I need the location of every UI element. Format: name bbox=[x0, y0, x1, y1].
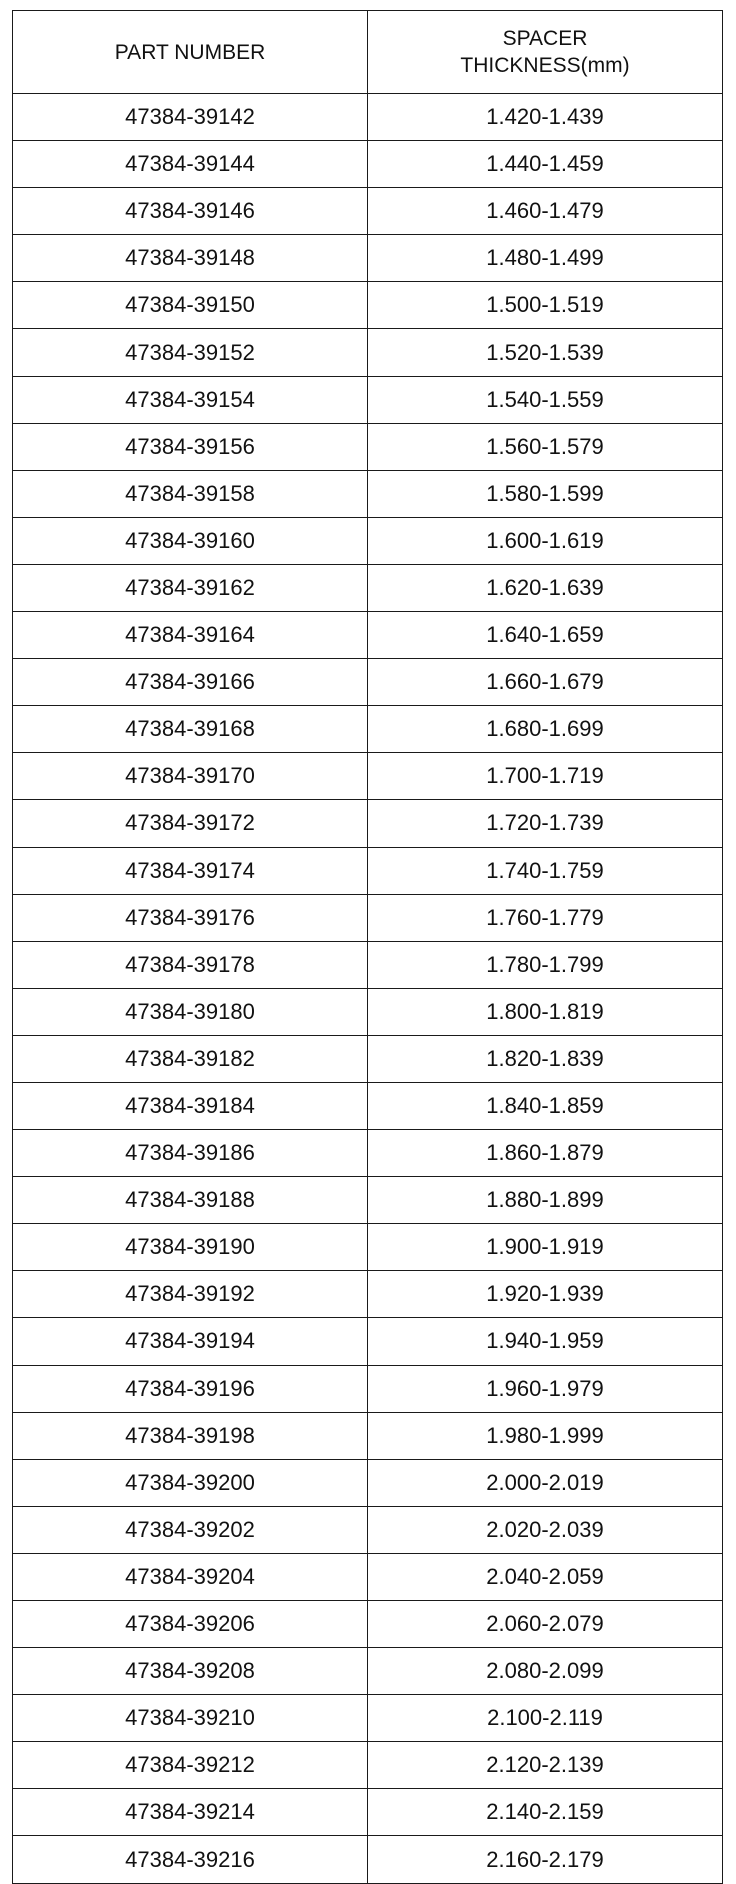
table-row bbox=[13, 800, 723, 847]
part-number-cell: 47384-39144 bbox=[13, 141, 368, 188]
table-row bbox=[13, 1695, 723, 1742]
part-number-cell: 47384-39168 bbox=[13, 706, 368, 753]
spacer-thickness-cell: 1.500-1.519 bbox=[368, 282, 723, 329]
table-row bbox=[13, 1601, 723, 1648]
part-number-cell: 47384-39172 bbox=[13, 800, 368, 847]
spacer-thickness-cell: 1.780-1.799 bbox=[368, 941, 723, 988]
spacer-thickness-header-line1: SPACER bbox=[502, 27, 588, 50]
spacer-thickness-cell: 1.540-1.559 bbox=[368, 376, 723, 423]
spacer-thickness-cell: 1.640-1.659 bbox=[368, 612, 723, 659]
table-row bbox=[13, 1506, 723, 1553]
part-number-cell: 47384-39216 bbox=[13, 1836, 368, 1883]
table-row bbox=[13, 1035, 723, 1082]
part-number-cell: 47384-39142 bbox=[13, 94, 368, 141]
spacer-thickness-cell: 1.620-1.639 bbox=[368, 564, 723, 611]
part-number-cell: 47384-39180 bbox=[13, 988, 368, 1035]
table-row bbox=[13, 517, 723, 564]
table-row bbox=[13, 1412, 723, 1459]
table-row bbox=[13, 706, 723, 753]
spacer-thickness-cell: 1.940-1.959 bbox=[368, 1318, 723, 1365]
spacer-thickness-cell: 1.520-1.539 bbox=[368, 329, 723, 376]
table-body bbox=[13, 94, 723, 1884]
table-row bbox=[13, 1836, 723, 1883]
table-row bbox=[13, 1271, 723, 1318]
spacer-thickness-cell: 1.680-1.699 bbox=[368, 706, 723, 753]
table-row bbox=[13, 659, 723, 706]
part-number-cell: 47384-39190 bbox=[13, 1224, 368, 1271]
table-row bbox=[13, 423, 723, 470]
spacer-thickness-cell: 2.020-2.039 bbox=[368, 1506, 723, 1553]
part-number-cell: 47384-39184 bbox=[13, 1082, 368, 1129]
part-number-cell: 47384-39214 bbox=[13, 1789, 368, 1836]
spacer-thickness-cell: 1.740-1.759 bbox=[368, 847, 723, 894]
part-number-cell: 47384-39210 bbox=[13, 1695, 368, 1742]
table-row bbox=[13, 894, 723, 941]
part-number-cell: 47384-39170 bbox=[13, 753, 368, 800]
spacer-thickness-cell: 1.840-1.859 bbox=[368, 1082, 723, 1129]
table-row bbox=[13, 988, 723, 1035]
table-row bbox=[13, 282, 723, 329]
header-row bbox=[13, 11, 723, 94]
table-header bbox=[13, 11, 723, 94]
spacer-thickness-cell: 2.080-2.099 bbox=[368, 1648, 723, 1695]
table-row bbox=[13, 1459, 723, 1506]
part-number-cell: 47384-39150 bbox=[13, 282, 368, 329]
table-row bbox=[13, 141, 723, 188]
table-row bbox=[13, 1224, 723, 1271]
table-row bbox=[13, 612, 723, 659]
part-number-cell: 47384-39160 bbox=[13, 517, 368, 564]
part-number-cell: 47384-39202 bbox=[13, 1506, 368, 1553]
table-row bbox=[13, 376, 723, 423]
spacer-thickness-cell: 1.720-1.739 bbox=[368, 800, 723, 847]
spacer-thickness-cell: 1.440-1.459 bbox=[368, 141, 723, 188]
spacer-thickness-cell: 1.860-1.879 bbox=[368, 1130, 723, 1177]
spacer-thickness-cell: 1.920-1.939 bbox=[368, 1271, 723, 1318]
spacer-thickness-header-line2: THICKNESS(mm) bbox=[460, 54, 630, 77]
spacer-thickness-cell: 2.060-2.079 bbox=[368, 1601, 723, 1648]
spacer-thickness-cell: 1.760-1.779 bbox=[368, 894, 723, 941]
part-number-cell: 47384-39204 bbox=[13, 1553, 368, 1600]
table-row bbox=[13, 753, 723, 800]
table-row bbox=[13, 1742, 723, 1789]
part-number-cell: 47384-39178 bbox=[13, 941, 368, 988]
part-number-cell: 47384-39196 bbox=[13, 1365, 368, 1412]
table-row bbox=[13, 1082, 723, 1129]
table-row bbox=[13, 941, 723, 988]
part-number-cell: 47384-39166 bbox=[13, 659, 368, 706]
spacer-thickness-cell: 1.700-1.719 bbox=[368, 753, 723, 800]
part-number-cell: 47384-39212 bbox=[13, 1742, 368, 1789]
part-number-cell: 47384-39186 bbox=[13, 1130, 368, 1177]
table-row bbox=[13, 564, 723, 611]
spacer-thickness-cell: 2.140-2.159 bbox=[368, 1789, 723, 1836]
spacer-thickness-cell: 1.580-1.599 bbox=[368, 470, 723, 517]
table-row bbox=[13, 188, 723, 235]
spacer-thickness-cell: 1.980-1.999 bbox=[368, 1412, 723, 1459]
spacer-thickness-cell: 1.460-1.479 bbox=[368, 188, 723, 235]
part-number-cell: 47384-39208 bbox=[13, 1648, 368, 1695]
part-number-cell: 47384-39188 bbox=[13, 1177, 368, 1224]
part-number-cell: 47384-39156 bbox=[13, 423, 368, 470]
table-row bbox=[13, 470, 723, 517]
part-number-cell: 47384-39162 bbox=[13, 564, 368, 611]
part-number-header bbox=[13, 11, 368, 94]
table-row bbox=[13, 1130, 723, 1177]
part-number-cell: 47384-39146 bbox=[13, 188, 368, 235]
part-number-cell: 47384-39206 bbox=[13, 1601, 368, 1648]
spacer-thickness-cell: 1.900-1.919 bbox=[368, 1224, 723, 1271]
spacer-thickness-cell: 1.600-1.619 bbox=[368, 517, 723, 564]
spacer-thickness-cell: 1.820-1.839 bbox=[368, 1035, 723, 1082]
spacer-thickness-cell: 2.040-2.059 bbox=[368, 1553, 723, 1600]
table-row bbox=[13, 847, 723, 894]
table-row bbox=[13, 1318, 723, 1365]
spacer-thickness-cell: 1.960-1.979 bbox=[368, 1365, 723, 1412]
spacer-thickness-cell: 1.800-1.819 bbox=[368, 988, 723, 1035]
table-row bbox=[13, 1365, 723, 1412]
table-row bbox=[13, 235, 723, 282]
spacer-thickness-cell: 2.160-2.179 bbox=[368, 1836, 723, 1883]
part-number-cell: 47384-39176 bbox=[13, 894, 368, 941]
part-number-cell: 47384-39158 bbox=[13, 470, 368, 517]
part-number-cell: 47384-39174 bbox=[13, 847, 368, 894]
part-number-cell: 47384-39154 bbox=[13, 376, 368, 423]
spacer-thickness-cell: 2.100-2.119 bbox=[368, 1695, 723, 1742]
spacer-thickness-cell: 1.880-1.899 bbox=[368, 1177, 723, 1224]
part-number-header-label: PART NUMBER bbox=[114, 40, 266, 64]
part-number-cell: 47384-39194 bbox=[13, 1318, 368, 1365]
spacer-thickness-cell: 1.560-1.579 bbox=[368, 423, 723, 470]
spacer-thickness-cell: 2.120-2.139 bbox=[368, 1742, 723, 1789]
part-number-cell: 47384-39200 bbox=[13, 1459, 368, 1506]
spacer-thickness-cell: 2.000-2.019 bbox=[368, 1459, 723, 1506]
spacer-thickness-header bbox=[368, 11, 723, 94]
part-number-cell: 47384-39152 bbox=[13, 329, 368, 376]
table-row bbox=[13, 1553, 723, 1600]
spacer-thickness-table bbox=[12, 10, 723, 1884]
table-row bbox=[13, 329, 723, 376]
table-row bbox=[13, 94, 723, 141]
part-number-cell: 47384-39182 bbox=[13, 1035, 368, 1082]
part-number-cell: 47384-39164 bbox=[13, 612, 368, 659]
table-row bbox=[13, 1789, 723, 1836]
part-number-cell: 47384-39148 bbox=[13, 235, 368, 282]
part-number-cell: 47384-39198 bbox=[13, 1412, 368, 1459]
part-number-cell: 47384-39192 bbox=[13, 1271, 368, 1318]
table-row bbox=[13, 1177, 723, 1224]
spacer-thickness-cell: 1.660-1.679 bbox=[368, 659, 723, 706]
spacer-thickness-cell: 1.480-1.499 bbox=[368, 235, 723, 282]
table-row bbox=[13, 1648, 723, 1695]
spacer-thickness-cell: 1.420-1.439 bbox=[368, 94, 723, 141]
